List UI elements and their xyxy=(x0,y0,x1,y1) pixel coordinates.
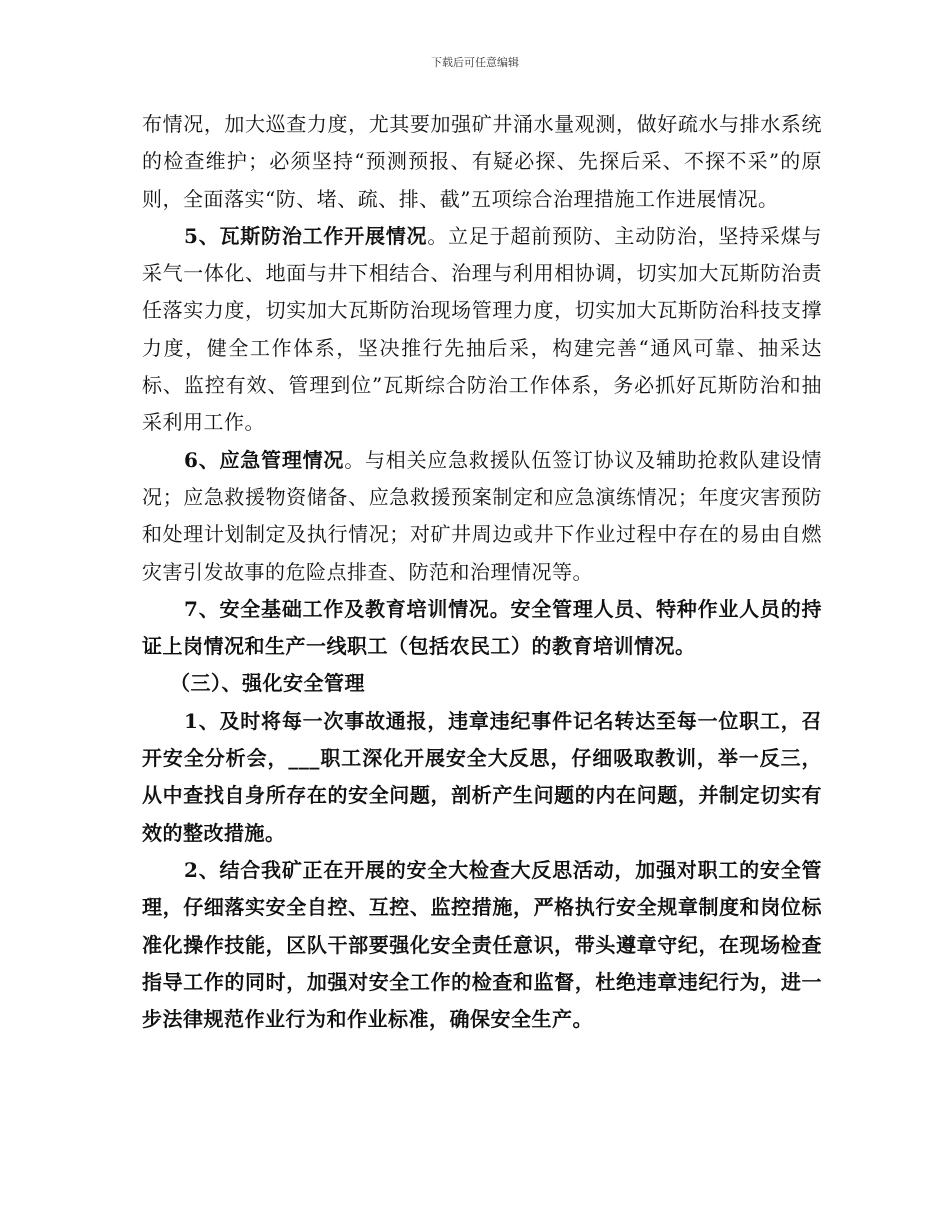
page-header: 下载后可任意编辑 xyxy=(431,56,519,69)
paragraph-safety-inspection: 2、结合我矿正在开展的安全大检查大反思活动，加强对职工的安全管理，仔细落实安全自控、互控、监控措施，严格执行安全规章制度和岗位标准化操作技能，区队干部要强化安全责任意识，带头遵章守纪，在现场检查指导工作的同时，加强对安全工作的检查和监督，杜绝违章违纪行为，进一步法律规范作业行为和作业标准，确保安全生产。 xyxy=(142,857,822,1032)
paragraph-water-control: 布情况，加大巡查力度，尤其要加强矿井涌水量观测，做好疏水与排水系统的检查维护；必须坚持“预测预报、有疑必探、先探后采、不探不采”的原则，全面落实“防、堵、疏、排、截”五项综合治理措施工作进展情况。 xyxy=(142,112,822,211)
section-heading-strengthen-safety: （三）、强化安全管理 xyxy=(170,671,365,696)
paragraph-gas-control-lead: 5、瓦斯防治工作开展情况 xyxy=(184,223,428,248)
document-body xyxy=(142,106,822,1038)
paragraph-gas-control xyxy=(142,218,822,442)
paragraph-safety-training: 7、安全基础工作及教育培训情况。安全管理人员、特种作业人员的持证上岗情况和生产一线职工（包括农民工）的教育培训情况。 xyxy=(142,596,822,659)
paragraph-emergency-management xyxy=(142,442,822,591)
paragraph-emergency-text: 。与相关应急救援队伍签订协议及辅助抢救队建设情况；应急救援物资储备、应急救援预案制定和应急演练情况；年度灾害预防和处理计划制定及执行情况；对矿井周边或井下作业过程中存在的易由自燃灾害引发故事的危险点排查、防范和治理情况等。 xyxy=(142,447,823,584)
paragraph-accident-notification: 1、及时将每一次事故通报，违章违纪事件记名转达至每一位职工，召开安全分析会，___职工深化开展安全大反思，仔细吸取教训，举一反三，从中查找自身所存在的安全问题，剖析产生问题的内在问题，并制定切实有效的整改措施。 xyxy=(142,708,822,845)
paragraph-gas-control-text: 。立足于超前预防、主动防治，坚持采煤与采气一体化、地面与井下相结合、治理与利用相协调，切实加大瓦斯防治责任落实力度，切实加大瓦斯防治现场管理力度，切实加大瓦斯防治科技支撑力度，健全工作体系，坚决推行先抽后采，构建完善“通风可靠、抽采达标、监控有效、管理到位”瓦斯综合防治工作体系，务必抓好瓦斯防治和抽采利用工作。 xyxy=(142,223,823,435)
paragraph-emergency-lead: 6、应急管理情况 xyxy=(184,447,345,472)
